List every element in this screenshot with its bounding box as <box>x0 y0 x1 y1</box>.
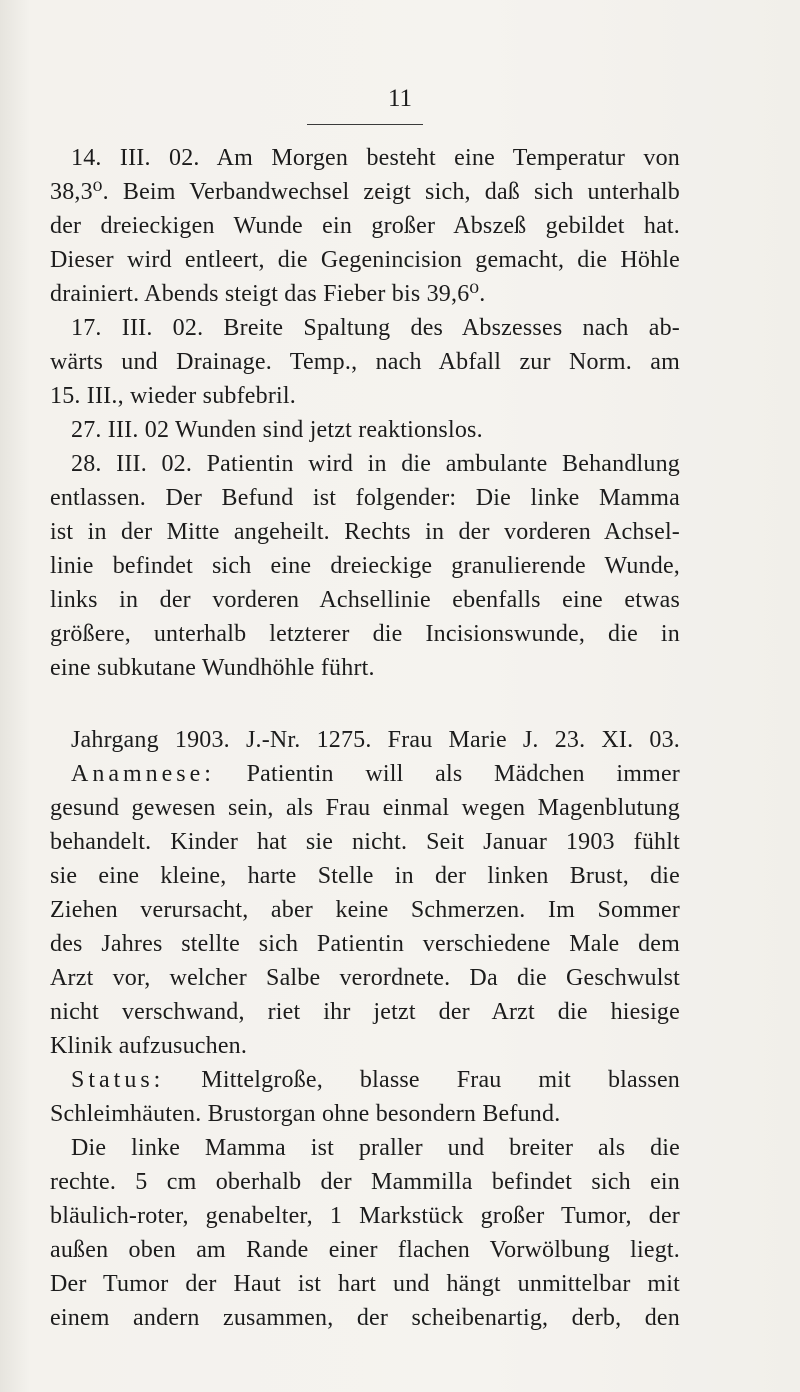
text-line: gesund gewesen sein, als Frau einmal wegen Magenblutung <box>50 795 680 821</box>
text-line: einem andern zusammen, der scheibenartig, derb, den <box>50 1305 680 1331</box>
paragraph-anamnese <box>50 757 680 1063</box>
text-line: bläulich-roter, genabelter, 1 Markstück großer Tumor, der <box>50 1203 680 1229</box>
anamnese-first-line: Patientin will als Mädchen immer <box>246 761 680 787</box>
text-line: 15. III., wieder subfebril. <box>50 383 296 409</box>
text-line: rechte. 5 cm oberhalb der Mammilla befindet sich ein <box>50 1169 680 1195</box>
text-line: Arzt vor, welcher Salbe verordnete. Da die Geschwulst <box>50 965 680 991</box>
page-number: 11 <box>387 85 413 112</box>
paragraph-14-iii-02 <box>50 141 680 311</box>
paragraph-17-iii-02 <box>50 311 680 413</box>
text-line: 38,3⁰. Beim Verbandwechsel zeigt sich, daß sich unterhalb <box>50 179 680 205</box>
case-header-line: Jahrgang 1903. J.-Nr. 1275. Frau Marie J. 23. XI. 03. <box>71 727 680 753</box>
paragraph-befund <box>50 1131 680 1335</box>
case-header <box>50 723 680 757</box>
text-line: 28. III. 02. Patientin wird in die ambulante Behandlung <box>71 451 680 477</box>
text-line: außen oben am Rande einer flachen Vorwölbung liegt. <box>50 1237 680 1263</box>
text-line: Die linke Mamma ist praller und breiter als die <box>71 1135 680 1161</box>
text-line: wärts und Drainage. Temp., nach Abfall zur Norm. am <box>50 349 680 375</box>
text-line: Klinik aufzusuchen. <box>50 1033 248 1059</box>
paragraph-28-iii-02 <box>50 447 680 685</box>
section-postoperative-course <box>50 141 680 685</box>
text-line: 27. III. 02 Wunden sind jetzt reaktionslos. <box>71 417 483 443</box>
text-line: behandelt. Kinder hat sie nicht. Seit Januar 1903 fühlt <box>50 829 680 855</box>
text-line: nicht verschwand, riet ihr jetzt der Arzt die hiesige <box>50 999 680 1025</box>
status-first-line: Mittelgroße, blasse Frau mit blassen <box>201 1067 681 1093</box>
paragraph-27-iii-02 <box>50 413 680 447</box>
text-line: ist in der Mitte angeheilt. Rechts in der vorderen Achsel- <box>50 519 680 545</box>
text-line: entlassen. Der Befund ist folgender: Die linke Mamma <box>50 485 680 511</box>
text-line: 14. III. 02. Am Morgen besteht eine Temperatur von <box>71 145 680 171</box>
status-label: Status: <box>71 1067 165 1093</box>
text-line: größere, unterhalb letzterer die Incisionswunde, die in <box>50 621 680 647</box>
text-line: des Jahres stellte sich Patientin verschiedene Male dem <box>50 931 680 957</box>
text-line <box>50 1063 680 1097</box>
page-number-rule <box>307 124 423 125</box>
text-line: 17. III. 02. Breite Spaltung des Abszesses nach ab- <box>71 315 680 341</box>
text-line: Schleimhäuten. Brustorgan ohne besondern Befund. <box>50 1101 561 1127</box>
text-line: drainiert. Abends steigt das Fieber bis 39,6⁰. <box>50 281 486 307</box>
text-line: Der Tumor der Haut ist hart und hängt unmittelbar mit <box>50 1271 680 1297</box>
section-case-1275 <box>50 723 680 1335</box>
text-line: linie befindet sich eine dreieckige granulierende Wunde, <box>50 553 680 579</box>
text-line: der dreieckigen Wunde ein großer Abszeß gebildet hat. <box>50 213 680 239</box>
text-line: Dieser wird entleert, die Gegenincision gemacht, die Höhle <box>50 247 680 273</box>
text-line: sie eine kleine, harte Stelle in der linken Brust, die <box>50 863 680 889</box>
text-line: Ziehen verursacht, aber keine Schmerzen. Im Sommer <box>50 897 680 923</box>
text-line <box>50 757 680 791</box>
text-line: links in der vorderen Achsellinie ebenfalls eine etwas <box>50 587 680 613</box>
text-line: eine subkutane Wundhöhle führt. <box>50 655 375 681</box>
paragraph-status <box>50 1063 680 1131</box>
anamnese-label: Anamnese: <box>71 761 215 787</box>
